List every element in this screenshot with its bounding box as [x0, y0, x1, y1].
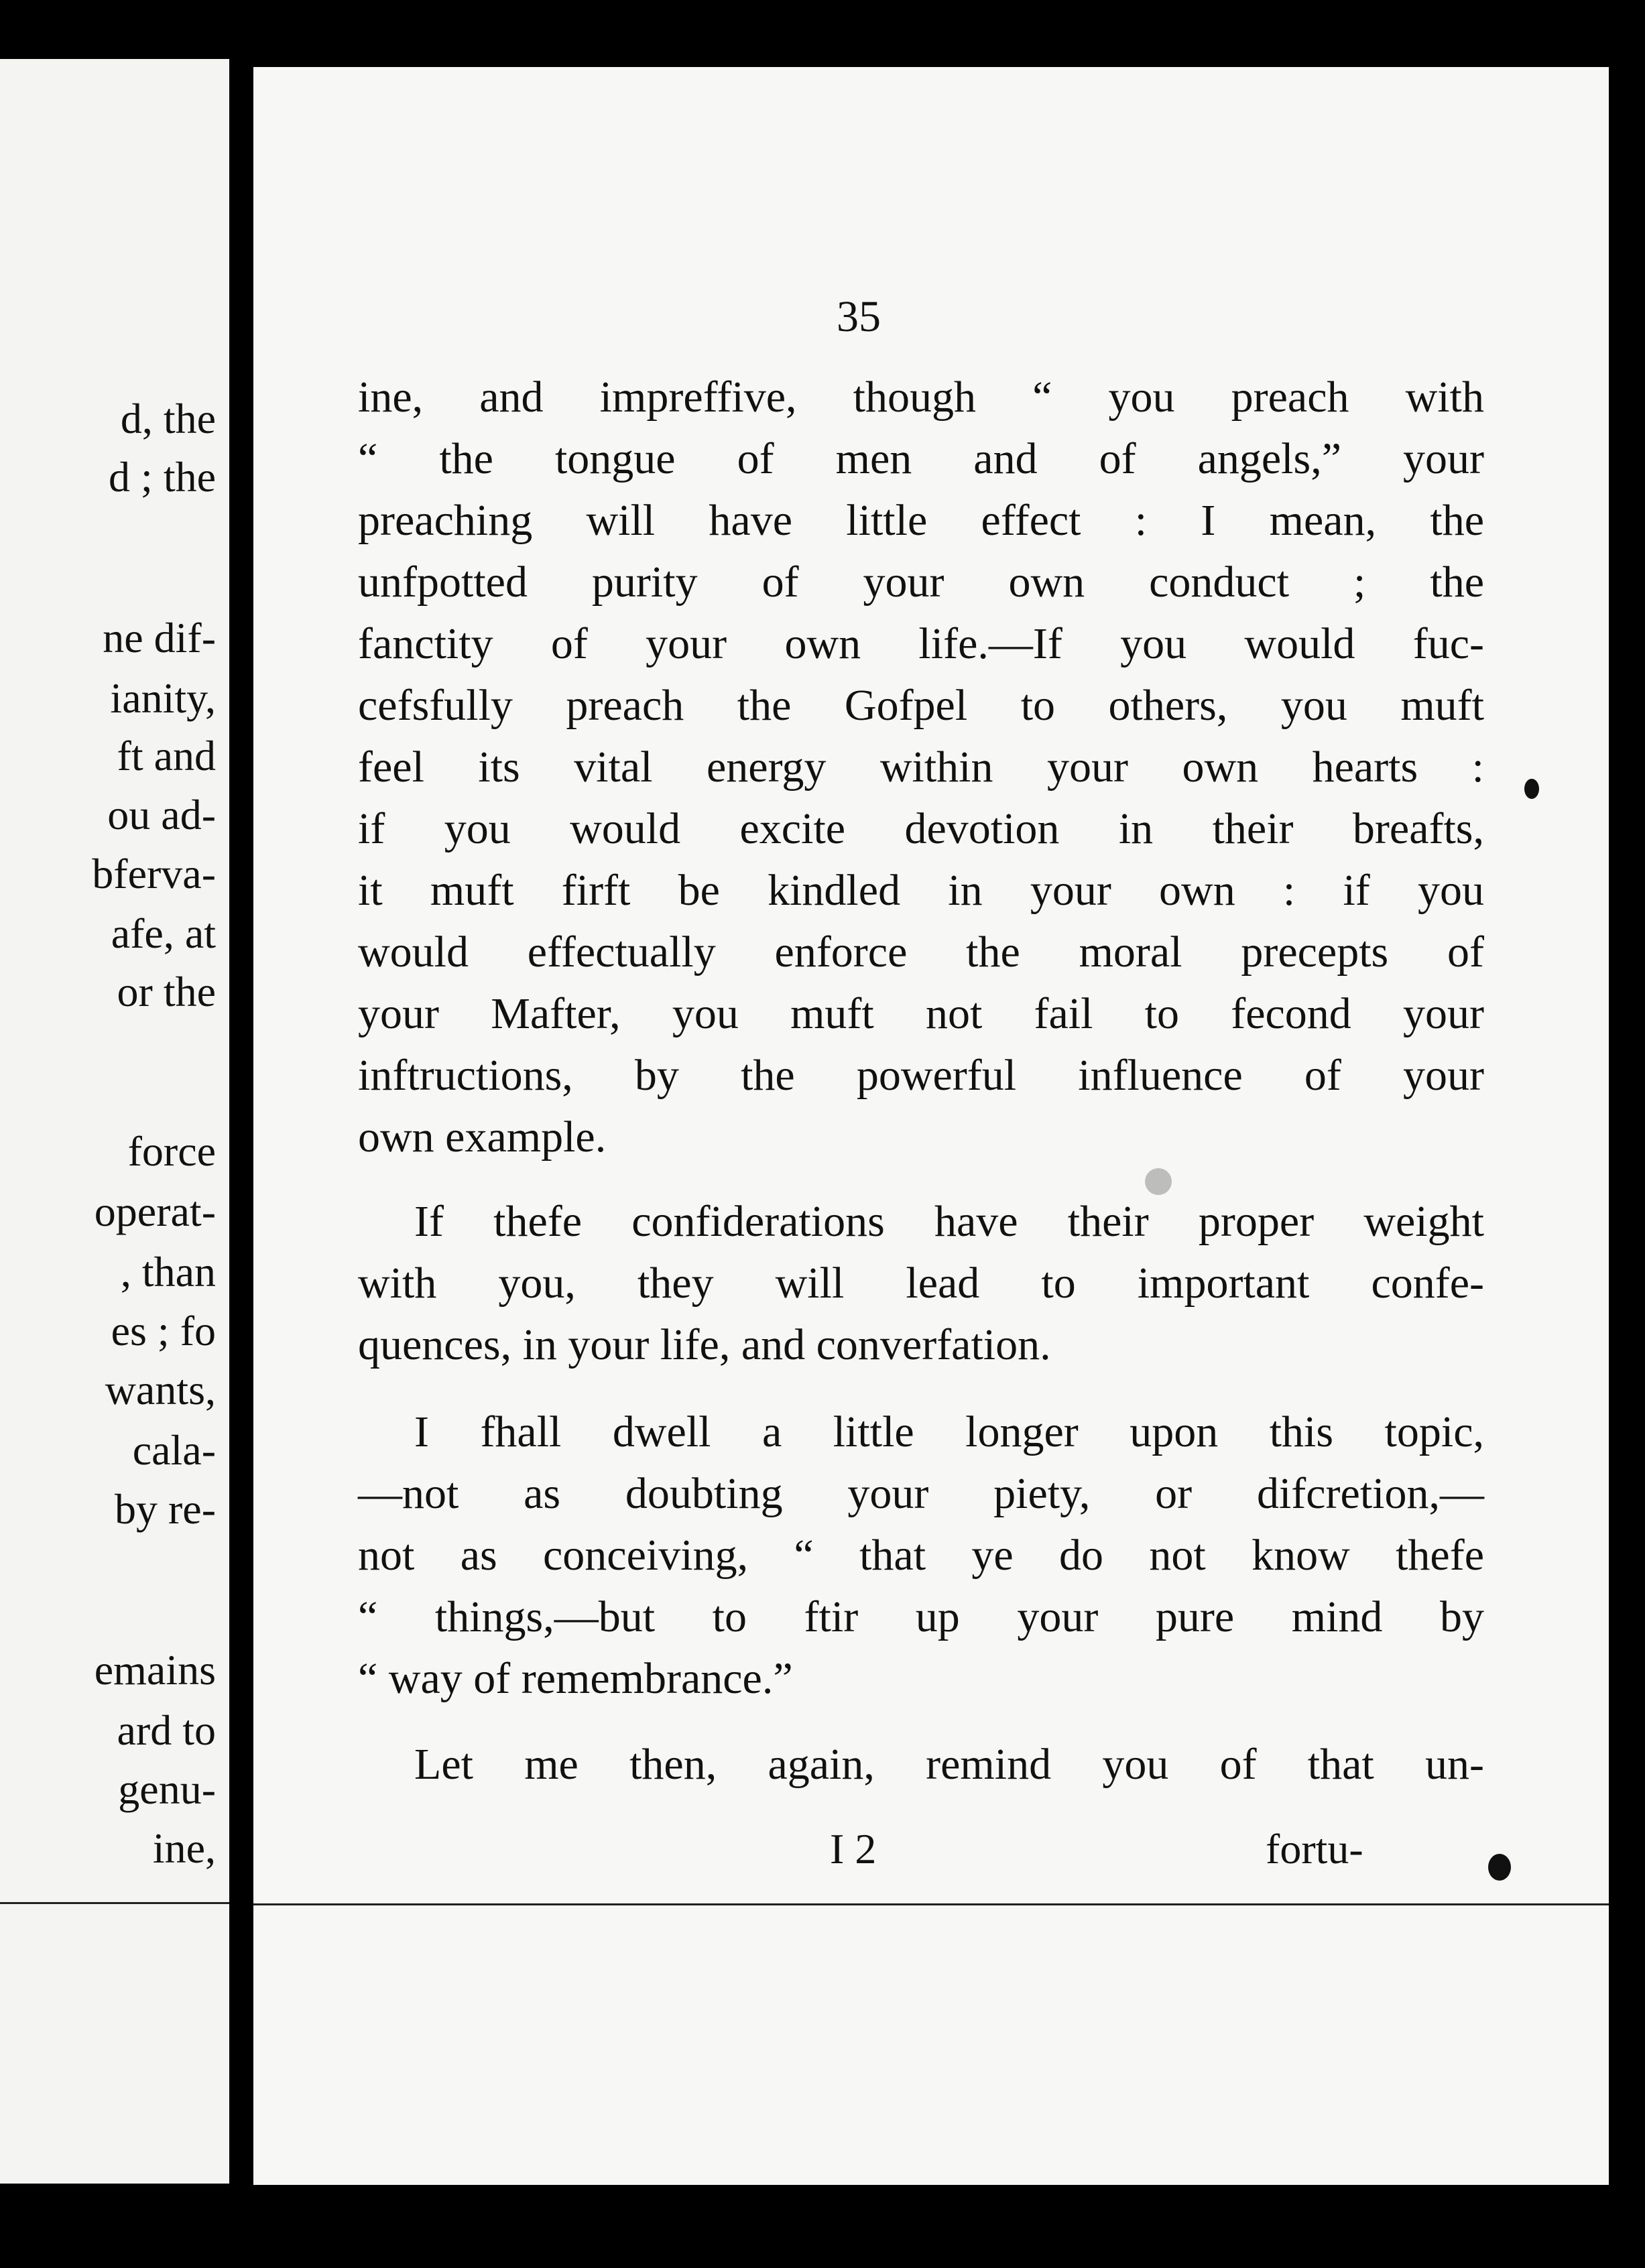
- left-fragment: es ; fo: [111, 1307, 216, 1354]
- text-line: it muft firft be kindled in your own : if you: [358, 866, 1484, 915]
- left-fragment: cala-: [132, 1426, 216, 1474]
- left-fragment: d, the: [120, 395, 216, 442]
- text-line: ine, and impreffive, though “ you preach with: [358, 373, 1484, 422]
- text-line: preaching will have little effect : I mean, the: [358, 496, 1484, 545]
- text-line: your Mafter, you muft not fail to fecond your: [358, 989, 1484, 1038]
- text-line: own example.: [358, 1113, 607, 1161]
- left-fragment: d ; the: [109, 453, 216, 501]
- text-line: cefsfully preach the Gofpel to others, you muft: [358, 681, 1484, 730]
- page-rule: [253, 1903, 1609, 1905]
- left-fragment: wants,: [105, 1366, 216, 1413]
- left-fragment: by re-: [114, 1485, 216, 1533]
- text-line: not as conceiving, “ that ye do not know thefe: [358, 1531, 1484, 1580]
- text-line: Let me then, again, remind you of that un-: [414, 1740, 1484, 1789]
- text-line: I fhall dwell a little longer upon this topic,: [414, 1407, 1484, 1456]
- left-fragment: ard to: [117, 1706, 216, 1754]
- ink-speck: [1524, 779, 1539, 799]
- left-fragment: ft and: [117, 732, 216, 779]
- left-fragment: force: [127, 1127, 216, 1175]
- text-line: —not as doubting your piety, or difcretion,—: [358, 1469, 1484, 1518]
- left-fragment: operat-: [94, 1188, 216, 1235]
- left-fragment: ne dif-: [103, 614, 216, 662]
- signature-mark: I 2: [830, 1825, 877, 1873]
- text-line: “ things,—but to ftir up your pure mind by: [358, 1592, 1484, 1641]
- text-line: if you would excite devotion in their breafts,: [358, 804, 1484, 853]
- left-fragment: emains: [94, 1646, 216, 1694]
- page-number: 35: [837, 292, 881, 341]
- text-line: unfpotted purity of your own conduct ; the: [358, 558, 1484, 607]
- left-page-rule: [0, 1902, 229, 1904]
- left-fragment: bferva-: [92, 850, 216, 897]
- ink-speck: [1145, 1168, 1172, 1195]
- text-line: fanctity of your own life.—If you would fuc-: [358, 619, 1484, 668]
- book-gutter: [229, 0, 253, 2268]
- left-page: [0, 59, 229, 2184]
- text-line: feel its vital energy within your own hearts :: [358, 743, 1484, 792]
- text-line: with you, they will lead to important confe-: [358, 1259, 1484, 1308]
- left-fragment: ianity,: [110, 674, 216, 722]
- left-fragment: , than: [120, 1248, 216, 1296]
- text-line: would effectually enforce the moral precepts of: [358, 928, 1484, 976]
- ink-speck: [1488, 1854, 1511, 1881]
- left-fragment: afe, at: [111, 909, 216, 957]
- text-line: quences, in your life, and converfation.: [358, 1320, 1051, 1369]
- catchword: fortu-: [1266, 1825, 1363, 1873]
- text-line: If thefe confiderations have their proper weight: [414, 1197, 1484, 1246]
- left-fragment: genu-: [118, 1765, 216, 1813]
- text-line: “ way of remembrance.”: [358, 1654, 793, 1703]
- right-page: [253, 67, 1609, 2185]
- left-fragment: ine,: [152, 1824, 216, 1872]
- left-fragment: ou ad-: [107, 791, 216, 838]
- text-line: “ the tongue of men and of angels,” your: [358, 434, 1484, 483]
- left-fragment: or the: [117, 968, 216, 1015]
- text-line: inftructions, by the powerful influence of your: [358, 1051, 1484, 1100]
